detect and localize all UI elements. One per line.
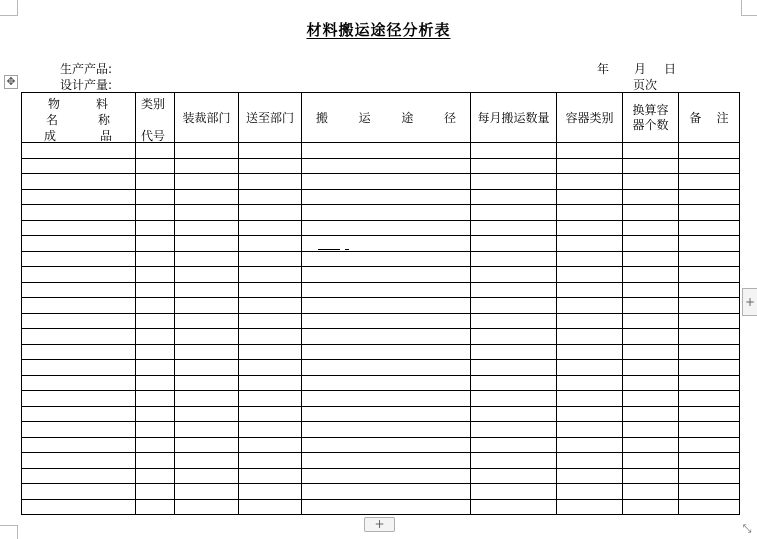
table-cell[interactable] (471, 236, 557, 252)
day-label: 日 (664, 62, 677, 76)
table-cell[interactable] (175, 360, 239, 376)
table-cell[interactable] (679, 158, 740, 174)
table-cell[interactable] (136, 267, 175, 283)
add-row-button[interactable] (364, 517, 395, 532)
table-cell[interactable] (623, 484, 679, 500)
table-cell[interactable] (175, 484, 239, 500)
table-cell[interactable] (175, 437, 239, 453)
table-cell[interactable] (239, 143, 302, 159)
table-row (22, 205, 740, 221)
table-cell[interactable] (175, 143, 239, 159)
table-cell[interactable] (679, 422, 740, 438)
table-row (22, 236, 740, 252)
table-cell[interactable] (679, 313, 740, 329)
table-cell[interactable] (623, 391, 679, 407)
table-cell[interactable] (136, 143, 175, 159)
table-cell[interactable] (471, 313, 557, 329)
table-cell[interactable] (136, 174, 175, 190)
table-cell[interactable] (557, 360, 623, 376)
table-cell[interactable] (22, 313, 136, 329)
table-cell[interactable] (239, 468, 302, 484)
header-category-code[interactable] (136, 93, 175, 143)
table-row (22, 313, 740, 329)
table-row (22, 499, 740, 515)
header-loading-dept[interactable] (175, 93, 239, 143)
table-cell[interactable] (302, 468, 471, 484)
table-row (22, 422, 740, 438)
header-text: 容器类别 (565, 111, 614, 125)
table-cell[interactable] (302, 174, 471, 190)
table-cell[interactable] (302, 453, 471, 469)
material-route-table (21, 92, 740, 515)
crop-mark-bottom-left-v (17, 525, 18, 539)
table-cell[interactable] (623, 174, 679, 190)
header-char: 径 (443, 111, 456, 125)
table-cell[interactable] (239, 205, 302, 221)
table-cell[interactable] (471, 158, 557, 174)
table-cell[interactable] (679, 143, 740, 159)
table-cell[interactable] (623, 499, 679, 515)
table-cell[interactable] (679, 391, 740, 407)
crop-mark-bottom-left-h (0, 525, 17, 526)
table-cell[interactable] (239, 453, 302, 469)
table-cell[interactable] (22, 329, 136, 345)
table-cell[interactable] (302, 251, 471, 267)
table-cell[interactable] (302, 344, 471, 360)
table-cell[interactable] (175, 174, 239, 190)
header-route[interactable] (302, 93, 471, 143)
table-cell[interactable] (22, 282, 136, 298)
table-cell[interactable] (679, 298, 740, 314)
table-cell[interactable] (557, 344, 623, 360)
table-cell[interactable] (679, 267, 740, 283)
table-cell[interactable] (239, 499, 302, 515)
table-cell[interactable] (302, 220, 471, 236)
table-cell[interactable] (239, 220, 302, 236)
header-line: 换算容 (632, 102, 669, 117)
table-cell[interactable] (471, 422, 557, 438)
table-body (22, 143, 740, 515)
table-cell[interactable] (557, 453, 623, 469)
table-cell[interactable] (22, 236, 136, 252)
table-cell[interactable] (679, 406, 740, 422)
plus-icon: + (374, 517, 385, 531)
table-cell[interactable] (239, 313, 302, 329)
table-cell[interactable] (136, 158, 175, 174)
table-cell[interactable] (22, 468, 136, 484)
table-cell[interactable] (557, 158, 623, 174)
table-cell[interactable] (22, 499, 136, 515)
table-cell[interactable] (22, 360, 136, 376)
crop-mark-top-right-h (742, 15, 757, 16)
table-cell[interactable] (302, 422, 471, 438)
table-cell[interactable] (136, 406, 175, 422)
table-row (22, 267, 740, 283)
table-row (22, 158, 740, 174)
table-cell[interactable] (471, 468, 557, 484)
table-cell[interactable] (136, 220, 175, 236)
table-cell[interactable] (679, 499, 740, 515)
table-cell[interactable] (471, 344, 557, 360)
table-cell[interactable] (136, 360, 175, 376)
table-cell[interactable] (557, 220, 623, 236)
table-cell[interactable] (239, 391, 302, 407)
table-cell[interactable] (679, 360, 740, 376)
table-row (22, 344, 740, 360)
table-move-handle[interactable] (4, 75, 18, 89)
table-cell[interactable] (302, 391, 471, 407)
plus-icon: + (744, 295, 756, 309)
table-cell[interactable] (239, 484, 302, 500)
table-cell[interactable] (22, 391, 136, 407)
table-cell[interactable] (22, 453, 136, 469)
table-cell[interactable] (22, 143, 136, 159)
header-char: 途 (401, 111, 414, 125)
table-cell[interactable] (471, 143, 557, 159)
table-row (22, 437, 740, 453)
table-cell[interactable] (679, 344, 740, 360)
table-cell[interactable] (22, 437, 136, 453)
table-cell[interactable] (22, 189, 136, 205)
table-cell[interactable] (471, 406, 557, 422)
table-cell[interactable] (302, 360, 471, 376)
header-remarks[interactable] (679, 93, 740, 143)
table-cell[interactable] (557, 484, 623, 500)
table-cell[interactable] (175, 313, 239, 329)
table-row (22, 220, 740, 236)
table-cell[interactable] (175, 344, 239, 360)
table-cell[interactable] (623, 313, 679, 329)
header-char: 称 (98, 113, 111, 127)
table-cell[interactable] (302, 267, 471, 283)
table-cell[interactable] (239, 422, 302, 438)
table-cell[interactable] (623, 143, 679, 159)
table-cell[interactable] (136, 391, 175, 407)
table-cell[interactable] (22, 298, 136, 314)
table-cell[interactable] (557, 375, 623, 391)
table-cell[interactable] (679, 453, 740, 469)
table-cell[interactable] (239, 406, 302, 422)
header-char: 备 (689, 111, 702, 125)
table-cell[interactable] (175, 453, 239, 469)
table-row (22, 375, 740, 391)
table-cell[interactable] (136, 484, 175, 500)
table-row (22, 189, 740, 205)
table-row (22, 453, 740, 469)
table-cell[interactable] (623, 360, 679, 376)
table-row (22, 391, 740, 407)
table-cell[interactable] (136, 313, 175, 329)
table-cell[interactable] (623, 298, 679, 314)
table-cell[interactable] (471, 189, 557, 205)
table-cell[interactable] (679, 282, 740, 298)
table-cell[interactable] (471, 282, 557, 298)
table-cell[interactable] (557, 313, 623, 329)
table-cell[interactable] (302, 329, 471, 345)
table-cell[interactable] (557, 205, 623, 221)
table-cell[interactable] (471, 391, 557, 407)
table-cell[interactable] (175, 267, 239, 283)
product-label: 生产产品: (60, 62, 113, 76)
table-cell[interactable] (22, 375, 136, 391)
crop-mark-top-left-v (17, 0, 18, 16)
table-row (22, 143, 740, 159)
table-cell[interactable] (557, 143, 623, 159)
table-cell[interactable] (471, 329, 557, 345)
table-cell[interactable] (471, 484, 557, 500)
table-cell[interactable] (623, 453, 679, 469)
table-row (22, 406, 740, 422)
table-cell[interactable] (623, 220, 679, 236)
table-cell[interactable] (623, 437, 679, 453)
table-cell[interactable] (471, 220, 557, 236)
table-cell[interactable] (175, 298, 239, 314)
table-cell[interactable] (22, 344, 136, 360)
table-cell[interactable] (471, 251, 557, 267)
table-cell[interactable] (471, 360, 557, 376)
table-cell[interactable] (679, 220, 740, 236)
table-cell[interactable] (302, 298, 471, 314)
table-cell[interactable] (302, 143, 471, 159)
table-cell[interactable] (136, 298, 175, 314)
table-row (22, 251, 740, 267)
table-row (22, 484, 740, 500)
table-cell[interactable] (302, 375, 471, 391)
table-cell[interactable] (557, 267, 623, 283)
header-monthly-quantity[interactable] (471, 93, 557, 143)
table-cell[interactable] (302, 499, 471, 515)
header-char: 料 (96, 97, 109, 111)
table-cell[interactable] (471, 267, 557, 283)
table-cell[interactable] (557, 236, 623, 252)
table-cell[interactable] (239, 158, 302, 174)
table-cell[interactable] (239, 189, 302, 205)
header-text: 送至部门 (245, 111, 294, 125)
table-cell[interactable] (679, 468, 740, 484)
table-cell[interactable] (136, 205, 175, 221)
table-cell[interactable] (623, 205, 679, 221)
header-text: 装裁部门 (182, 111, 231, 125)
table-cell[interactable] (623, 468, 679, 484)
header-line: 代号 (141, 129, 166, 143)
table-cell[interactable] (175, 158, 239, 174)
table-cell[interactable] (22, 267, 136, 283)
header-container-count[interactable] (623, 93, 679, 143)
table-cell[interactable] (22, 422, 136, 438)
table-cell[interactable] (239, 298, 302, 314)
table-cell[interactable] (679, 484, 740, 500)
table-cell[interactable] (557, 282, 623, 298)
table-cell[interactable] (136, 344, 175, 360)
table-cell[interactable] (557, 329, 623, 345)
table-cell[interactable] (302, 406, 471, 422)
table-cell[interactable] (175, 499, 239, 515)
table-cell[interactable] (22, 406, 136, 422)
table-cell[interactable] (22, 174, 136, 190)
capacity-label: 设计产量: (60, 78, 113, 92)
table-cell[interactable] (175, 282, 239, 298)
table-row (22, 298, 740, 314)
header-item-name[interactable] (22, 93, 136, 143)
table-cell[interactable] (623, 422, 679, 438)
table-cell[interactable] (557, 422, 623, 438)
table-cell[interactable] (471, 453, 557, 469)
table-cell[interactable] (623, 329, 679, 345)
table-cell[interactable] (471, 174, 557, 190)
table-cell[interactable] (623, 344, 679, 360)
table-cell[interactable] (136, 375, 175, 391)
table-cell[interactable] (302, 437, 471, 453)
table-cell[interactable] (22, 484, 136, 500)
table-row (22, 329, 740, 345)
table-cell[interactable] (239, 329, 302, 345)
table-cell[interactable] (302, 158, 471, 174)
table-cell[interactable] (175, 468, 239, 484)
table-row (22, 282, 740, 298)
table-cell[interactable] (239, 437, 302, 453)
table-cell[interactable] (471, 298, 557, 314)
table-cell[interactable] (22, 205, 136, 221)
table-cell[interactable] (557, 251, 623, 267)
table-cell[interactable] (623, 375, 679, 391)
table-cell[interactable] (239, 282, 302, 298)
table-cell[interactable] (175, 329, 239, 345)
table-cell[interactable] (239, 267, 302, 283)
table-cell[interactable] (175, 220, 239, 236)
table-cell[interactable] (239, 360, 302, 376)
table-cell[interactable] (302, 189, 471, 205)
table-cell[interactable] (239, 174, 302, 190)
table-cell[interactable] (623, 267, 679, 283)
header-char: 运 (358, 111, 371, 125)
table-row (22, 360, 740, 376)
table-cell[interactable] (22, 220, 136, 236)
table-cell[interactable] (471, 375, 557, 391)
table-cell[interactable] (175, 422, 239, 438)
table-cell[interactable] (136, 453, 175, 469)
table-cell[interactable] (239, 344, 302, 360)
add-column-button[interactable] (742, 288, 757, 316)
table-cell[interactable] (175, 251, 239, 267)
table-cell[interactable] (679, 437, 740, 453)
table-cell[interactable] (557, 406, 623, 422)
table-cell[interactable] (175, 205, 239, 221)
table-cell[interactable] (239, 375, 302, 391)
table-cell[interactable] (679, 174, 740, 190)
table-cell[interactable] (175, 406, 239, 422)
page-number-label: 页次 (633, 78, 658, 92)
header-char: 注 (716, 111, 729, 125)
year-label: 年 (597, 62, 610, 76)
table-cell[interactable] (136, 282, 175, 298)
table-cell[interactable] (679, 375, 740, 391)
table-cell[interactable] (623, 236, 679, 252)
table-cell[interactable] (623, 158, 679, 174)
table-cell[interactable] (471, 437, 557, 453)
table-row (22, 468, 740, 484)
table-cell[interactable] (557, 174, 623, 190)
table-cell[interactable] (239, 236, 302, 252)
table-cell[interactable] (302, 282, 471, 298)
stray-dash-mark (318, 249, 340, 250)
table-cell[interactable] (557, 298, 623, 314)
stray-dash-mark (345, 249, 349, 250)
table-cell[interactable] (136, 329, 175, 345)
crop-mark-top-right-v (741, 0, 742, 16)
resize-icon[interactable]: ⤡ (742, 522, 752, 535)
table-cell[interactable] (471, 499, 557, 515)
table-cell[interactable] (175, 391, 239, 407)
table-cell[interactable] (557, 391, 623, 407)
table-cell[interactable] (136, 468, 175, 484)
table-cell[interactable] (679, 329, 740, 345)
table-cell[interactable] (557, 468, 623, 484)
header-row (22, 93, 740, 143)
header-char: 成 (44, 129, 57, 143)
table-cell[interactable] (623, 282, 679, 298)
page-title: 材料搬运途径分析表 (306, 21, 451, 39)
table-cell[interactable] (22, 158, 136, 174)
table-cell[interactable] (623, 406, 679, 422)
table-cell[interactable] (302, 484, 471, 500)
table-cell[interactable] (136, 437, 175, 453)
table-cell[interactable] (557, 437, 623, 453)
table-cell[interactable] (175, 236, 239, 252)
crop-mark-top-left-h (0, 15, 17, 16)
table-cell[interactable] (302, 313, 471, 329)
header-text: 每月搬运数量 (477, 111, 550, 125)
table-cell[interactable] (679, 205, 740, 221)
header-line: 类别 (141, 97, 166, 111)
header-destination-dept[interactable] (239, 93, 302, 143)
header-container-type[interactable] (557, 93, 623, 143)
table-cell[interactable] (239, 251, 302, 267)
table-cell[interactable] (22, 251, 136, 267)
header-line: 器个数 (632, 117, 669, 132)
table-cell[interactable] (175, 189, 239, 205)
table-cell[interactable] (136, 251, 175, 267)
table-cell[interactable] (471, 205, 557, 221)
table-cell[interactable] (136, 236, 175, 252)
table-cell[interactable] (136, 422, 175, 438)
table-row (22, 174, 740, 190)
header-char: 名 (46, 113, 59, 127)
table-cell[interactable] (136, 189, 175, 205)
table-cell[interactable] (557, 499, 623, 515)
table-cell[interactable] (557, 189, 623, 205)
table-cell[interactable] (679, 251, 740, 267)
table-cell[interactable] (679, 189, 740, 205)
table-cell[interactable] (302, 205, 471, 221)
header-char: 搬 (316, 111, 329, 125)
table-cell[interactable] (623, 189, 679, 205)
table-cell[interactable] (679, 236, 740, 252)
table-cell[interactable] (175, 375, 239, 391)
header-char: 品 (100, 129, 113, 143)
table-cell[interactable] (136, 499, 175, 515)
move-icon: ✥ (6, 75, 16, 88)
header-char: 物 (48, 97, 61, 111)
table-cell[interactable] (623, 251, 679, 267)
month-label: 月 (634, 62, 647, 76)
